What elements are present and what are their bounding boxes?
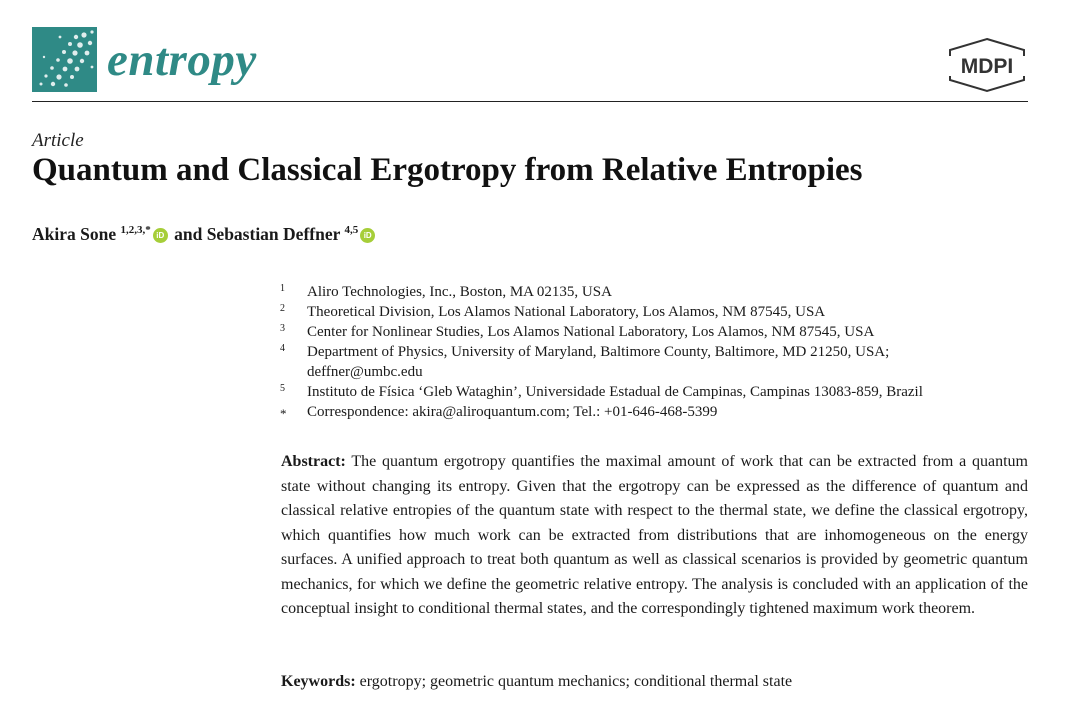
affiliation-item [280, 342, 1040, 382]
affiliation-item [280, 382, 1040, 402]
affiliation-email-link[interactable]: deffner@umbc.edu [307, 364, 423, 380]
affiliation-text: Center for Nonlinear Studies, Los Alamos National Laboratory, Los Alamos, NM 87545, USA [307, 324, 875, 340]
affiliation-number: 5 [280, 383, 285, 394]
abstract-text: The quantum ergotropy quantifies the maximal amount of work that can be extracted from a quantum state without changing its entropy. Given that the ergotropy can be expressed as the difference of quantum and classical relative entropies of the quantum state with respect to the thermal state, we define the classical ergotropy, which quantifies how much work can be extracted from distributions that are inhomogeneous on the energy surfaces. A unified approach to treat both quantum as well as classical scenarios is provided by geometric quantum mechanics, for which we define the geometric relative entropy. The analysis is concluded with an application of the conceptual insight to conditional thermal states, and the correspondingly tightened maximum work theorem. [281, 453, 1028, 617]
paper-title: Quantum and Classical Ergotropy from Relative Entropies [32, 152, 863, 188]
author-name: Akira Sone [32, 224, 117, 244]
correspondence-text: Correspondence: akira@aliroquantum.com; Tel.: +01-646-468-5399 [307, 404, 718, 420]
author-affiliation-marks: 4,5 [344, 224, 359, 237]
affiliation-list [280, 282, 1040, 422]
affiliation-number: 4 [280, 343, 285, 354]
keywords-text: ergotropy; geometric quantum mechanics; conditional thermal state [359, 673, 793, 690]
affiliation-text: Aliro Technologies, Inc., Boston, MA 02135, USA [307, 284, 612, 300]
correspondence-mark: * [280, 406, 287, 421]
affiliation-number: 1 [280, 283, 285, 294]
mdpi-logo [946, 37, 1028, 93]
affiliation-item [280, 302, 1040, 322]
correspondence-item [280, 402, 1040, 422]
author-connector: and [174, 224, 203, 244]
abstract [281, 450, 1028, 622]
affiliation-text: Instituto de Física ‘Gleb Wataghin’, Universidade Estadual de Campinas, Campinas 13083-859, Brazil [307, 384, 923, 400]
orcid-icon[interactable]: iD [153, 228, 168, 243]
publisher-name: MDPI [960, 55, 1014, 78]
author-affiliation-marks: 1,2,3,* [120, 224, 151, 237]
abstract-label: Abstract: [281, 453, 346, 470]
keywords [281, 670, 1028, 694]
journal-name: entropy [107, 34, 257, 86]
keywords-label: Keywords: [281, 673, 356, 690]
journal-header [32, 27, 1028, 102]
affiliation-item [280, 282, 1040, 302]
affiliation-number: 3 [280, 323, 285, 334]
author-name: Sebastian Deffner [206, 224, 341, 244]
affiliation-text: Department of Physics, University of Maryland, Baltimore County, Baltimore, MD 21250, USA; [307, 344, 890, 360]
affiliation-number: 2 [280, 303, 285, 314]
orcid-icon[interactable]: iD [360, 228, 375, 243]
journal-logo-icon [32, 27, 97, 92]
article-type: Article [32, 130, 84, 151]
author-list [32, 224, 377, 245]
affiliation-text: Theoretical Division, Los Alamos National Laboratory, Los Alamos, NM 87545, USA [307, 304, 826, 320]
affiliation-item [280, 322, 1040, 342]
